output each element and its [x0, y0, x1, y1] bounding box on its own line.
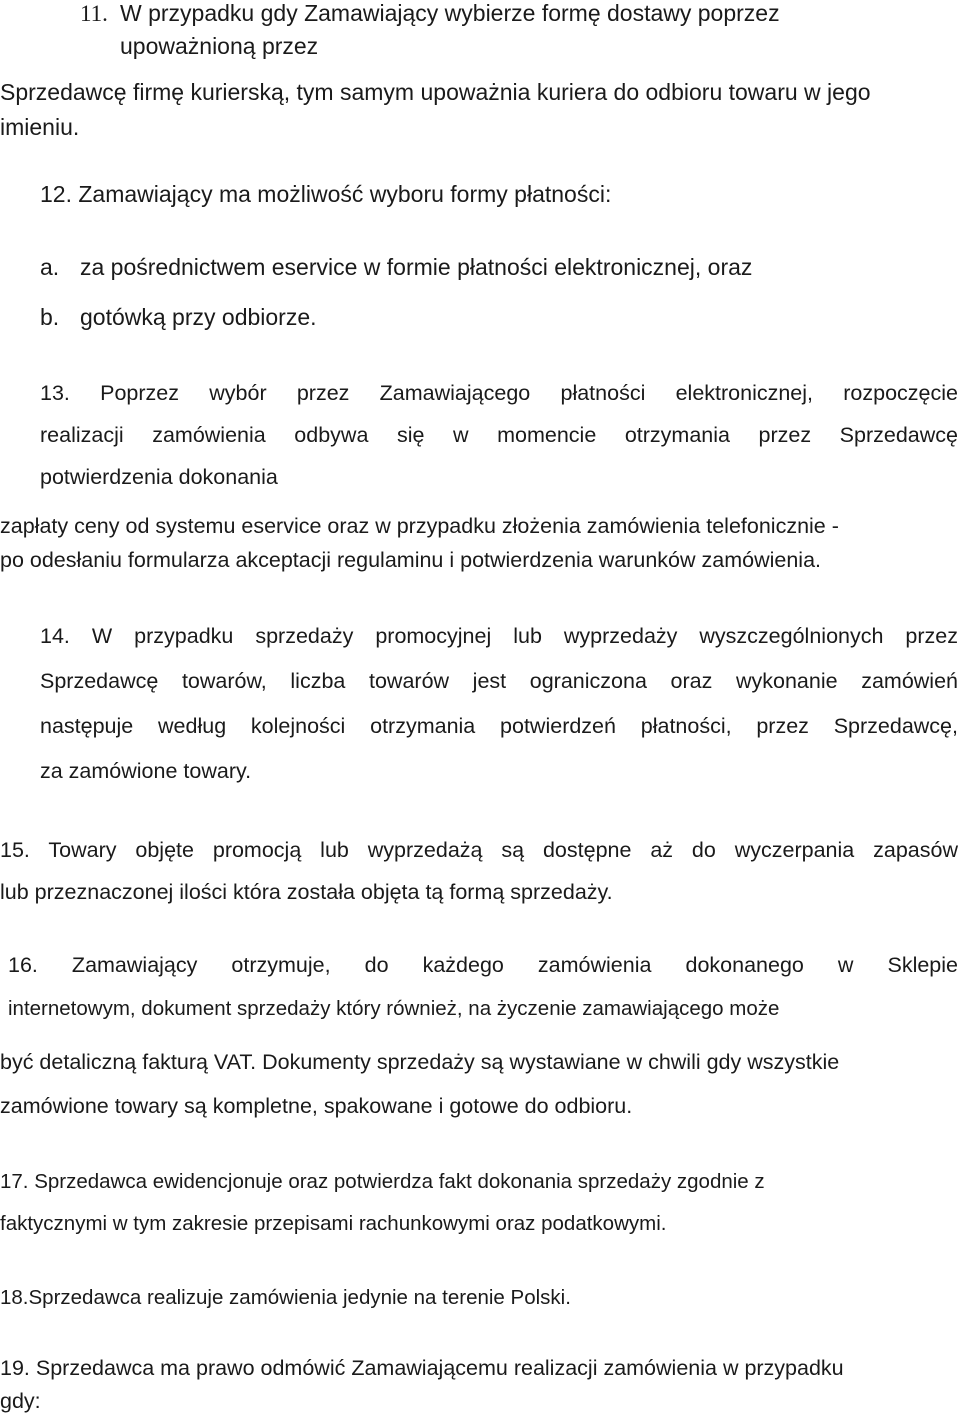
list-number-11: 11. — [80, 1, 108, 26]
paragraph-13-line-1: 13. Poprzez wybór przez Zamawiającego płatności elektronicznej, rozpoczęcie — [40, 381, 958, 405]
paragraph-19-line-1: 19. Sprzedawca ma prawo odmówić Zamawiającemu realizacji zamówienia w przypadku — [0, 1356, 844, 1380]
paragraph-11-line-3: Sprzedawcę firmę kurierską, tym samym upoważnia kuriera do odbioru towaru w jego — [0, 79, 871, 105]
paragraph-11-line-2: upoważnioną przez — [120, 33, 319, 59]
list-marker-a: a. — [40, 254, 60, 280]
paragraph-14-line-2: Sprzedawcę towarów, liczba towarów jest ograniczona oraz wykonanie zamówień — [40, 669, 958, 693]
paragraph-17-line-1: 17. Sprzedawca ewidencjonuje oraz potwierdza fakt dokonania sprzedaży zgodnie z — [0, 1170, 765, 1193]
payment-option-b: gotówką przy odbiorze. — [80, 304, 317, 330]
paragraph-13-line-4: zapłaty ceny od systemu eservice oraz w przypadku złożenia zamówienia telefonicznie - — [0, 514, 839, 538]
list-marker-b: b. — [40, 304, 60, 330]
paragraph-15-line-2: lub przeznaczonej ilości która została objęta tą formą sprzedaży. — [0, 880, 613, 904]
paragraph-16-line-4: zamówione towary są kompletne, spakowane i gotowe do odbioru. — [0, 1094, 633, 1118]
paragraph-18-line-1: 18.Sprzedawca realizuje zamówienia jedynie na terenie Polski. — [0, 1286, 571, 1309]
paragraph-14-line-3: następuje według kolejności otrzymania potwierdzeń płatności, przez Sprzedawcę, — [40, 714, 958, 738]
paragraph-16-line-1: 16. Zamawiający otrzymuje, do każdego zamówienia dokonanego w Sklepie — [8, 953, 958, 977]
paragraph-12-line-1: 12. Zamawiający ma możliwość wyboru formy płatności: — [40, 181, 612, 207]
paragraph-16-line-2: internetowym, dokument sprzedaży który również, na życzenie zamawiającego może — [8, 997, 780, 1020]
paragraph-14-line-1: 14. W przypadku sprzedaży promocyjnej lub wyprzedaży wyszczególnionych przez — [40, 624, 958, 648]
paragraph-13-line-2: realizacji zamówienia odbywa się w momencie otrzymania przez Sprzedawcę — [40, 423, 958, 447]
paragraph-11-line-4: imieniu. — [0, 114, 80, 140]
paragraph-11-line-1: W przypadku gdy Zamawiający wybierze formę dostawy poprzez — [120, 0, 780, 26]
paragraph-19-line-2: gdy: — [0, 1389, 41, 1413]
paragraph-16-line-3: być detaliczną fakturą VAT. Dokumenty sprzedaży są wystawiane w chwili gdy wszystkie — [0, 1050, 840, 1074]
paragraph-15-line-1: 15. Towary objęte promocją lub wyprzedażą są dostępne aż do wyczerpania zapasów — [0, 838, 958, 862]
paragraph-13-line-3: potwierdzenia dokonania — [40, 465, 278, 489]
payment-option-a: za pośrednictwem eservice w formie płatności elektronicznej, oraz — [80, 254, 753, 280]
paragraph-17-line-2: faktycznymi w tym zakresie przepisami rachunkowymi oraz podatkowymi. — [0, 1212, 667, 1235]
paragraph-14-line-4: za zamówione towary. — [40, 759, 252, 783]
paragraph-13-line-5: po odesłaniu formularza akceptacji regulaminu i potwierdzenia warunków zamówienia. — [0, 548, 822, 572]
